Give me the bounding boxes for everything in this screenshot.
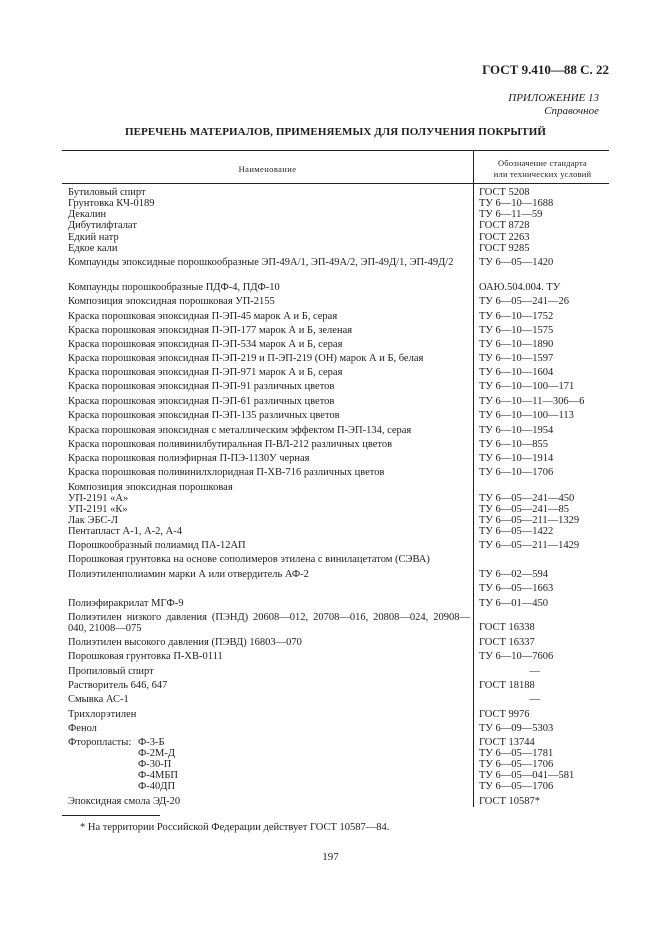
material-name: Эпоксидная смола ЭД-20 bbox=[68, 796, 181, 807]
material-name: Ф-2М-Д bbox=[138, 748, 176, 759]
standard-designation: — bbox=[529, 666, 540, 677]
standard-designation: ОАЮ.504.004. ТУ bbox=[479, 282, 561, 293]
standard-designation: ТУ 6—10—1954 bbox=[479, 425, 554, 436]
material-name: Краска порошковая эпоксидная П-ЭП-135 различных цветов bbox=[68, 410, 340, 421]
standard-designation: ТУ 6—01—450 bbox=[479, 598, 548, 609]
standard-designation: — bbox=[529, 694, 540, 705]
standard-designation: ТУ 6—10—11—306—6 bbox=[479, 396, 585, 407]
standard-designation: ТУ 6—10—855 bbox=[479, 439, 548, 450]
material-name: Краска порошковая эпоксидная П-ЭП-45 марок А и Б, серая bbox=[68, 311, 338, 322]
standard-designation: ГОСТ 9285 bbox=[479, 243, 530, 254]
material-name: Трихлорэтилен bbox=[68, 709, 137, 720]
material-name: Краска порошковая эпоксидная с металлическим эффектом П-ЭП-134, серая bbox=[68, 425, 412, 436]
appendix-kind: Справочное bbox=[544, 105, 599, 117]
document-code: ГОСТ 9.410—88 С. 22 bbox=[482, 62, 609, 77]
standard-designation: ТУ 6—05—041—581 bbox=[479, 770, 575, 781]
standard-designation: ГОСТ 2263 bbox=[479, 232, 530, 243]
material-name: Грунтовка КЧ-0189 bbox=[68, 198, 155, 209]
material-name: Порошковая грунтовка на основе сополимеров этилена с винилацетатом (СЭВА) bbox=[68, 554, 430, 565]
standard-designation: ТУ 6—02—594 bbox=[479, 569, 548, 580]
material-name: Ф-40ДП bbox=[138, 781, 176, 792]
column-header-standard-line-1: Обозначение стандарта bbox=[497, 158, 588, 168]
material-name: Полиэфиракрилат МГФ-9 bbox=[68, 598, 184, 609]
standard-designation: ТУ 6—05—1422 bbox=[479, 526, 554, 537]
footnote: * На территории Российской Федерации действует ГОСТ 10587—84. bbox=[80, 822, 390, 833]
material-name: Композиция эпоксидная порошковая bbox=[68, 482, 233, 493]
standard-designation: ТУ 6—05—211—1329 bbox=[479, 515, 580, 526]
appendix-label: ПРИЛОЖЕНИЕ 13 bbox=[508, 92, 599, 104]
standard-designation: ТУ 6—05—1781 bbox=[479, 748, 554, 759]
standard-designation: ГОСТ 9976 bbox=[479, 709, 530, 720]
table-column-divider bbox=[473, 150, 474, 807]
material-name: Краска порошковая эпоксидная П-ЭП-91 различных цветов bbox=[68, 381, 335, 392]
standard-designation: ТУ 6—05—241—85 bbox=[479, 504, 569, 515]
material-name: Краска порошковая эпоксидная П-ЭП-177 марок А и Б, зеленая bbox=[68, 325, 353, 336]
standard-designation: ТУ 6—10—1890 bbox=[479, 339, 554, 350]
column-header-standard bbox=[476, 158, 609, 180]
material-name: Едкий натр bbox=[68, 232, 119, 243]
material-name: Смывка АС-1 bbox=[68, 694, 129, 705]
standard-designation: ГОСТ 8728 bbox=[479, 220, 530, 231]
standard-designation: ТУ 6—05—1420 bbox=[479, 257, 554, 268]
standard-designation: ТУ 6—10—7606 bbox=[479, 651, 554, 662]
standard-designation: ТУ 6—05—1706 bbox=[479, 781, 554, 792]
material-name: Полиэтиленполиамин марки А или отвердитель АФ-2 bbox=[68, 569, 309, 580]
material-name: Фторопласты: bbox=[68, 737, 132, 748]
appendix-block bbox=[440, 92, 599, 118]
material-name: Ф-30-П bbox=[138, 759, 172, 770]
material-name: Краска порошковая эпоксидная П-ЭП-61 различных цветов bbox=[68, 396, 335, 407]
standard-designation: ТУ 6—10—1752 bbox=[479, 311, 554, 322]
material-name: Компаунды порошкообразные ПДФ-4, ПДФ-10 bbox=[68, 282, 280, 293]
material-name: Едкое кали bbox=[68, 243, 118, 254]
material-name: Декалин bbox=[68, 209, 107, 220]
material-name: Краска порошковая эпоксидная П-ЭП-971 марок А и Б, серая bbox=[68, 367, 343, 378]
material-name: Полиэтилен низкого давления (ПЭНД) 20608—012, 20708—016, 20808—024, 20908—040, 21008—075 bbox=[68, 612, 470, 634]
material-name: Компаунды эпоксидные порошкообразные ЭП-49А/1, ЭП-49А/2, ЭП-49Д/1, ЭП-49Д/2 bbox=[68, 257, 454, 268]
standard-designation: ТУ 6—05—1706 bbox=[479, 759, 554, 770]
standard-designation: ГОСТ 16337 bbox=[479, 637, 535, 648]
standard-designation: ТУ 6—10—1604 bbox=[479, 367, 554, 378]
material-name: Растворитель 646, 647 bbox=[68, 680, 168, 691]
standard-designation: ТУ 6—09—5303 bbox=[479, 723, 554, 734]
material-name: Краска порошковая поливинилбутиральная П-ВЛ-212 различных цветов bbox=[68, 439, 393, 450]
standard-designation: ТУ 6—05—241—450 bbox=[479, 493, 575, 504]
material-name: Полиэтилен высокого давления (ПЭВД) 16803—070 bbox=[68, 637, 302, 648]
page-title: ПЕРЕЧЕНЬ МАТЕРИАЛОВ, ПРИМЕНЯЕМЫХ ДЛЯ ПОЛУЧЕНИЯ ПОКРЫТИЙ bbox=[124, 126, 547, 138]
material-name: Краска порошковая поливинилхлоридная П-ХВ-716 различных цветов bbox=[68, 467, 385, 478]
material-name: Ф-3-Б bbox=[138, 737, 165, 748]
standard-designation: ТУ 6—10—1706 bbox=[479, 467, 554, 478]
standard-designation: ТУ 6—11—59 bbox=[479, 209, 543, 220]
standard-designation: ТУ 6—05—211—1429 bbox=[479, 540, 580, 551]
material-name: Композиция эпоксидная порошковая УП-2155 bbox=[68, 296, 275, 307]
material-name: Краска порошковая эпоксидная П-ЭП-219 и П-ЭП-219 (ОН) марок А и Б, белая bbox=[68, 353, 424, 364]
standard-designation: ГОСТ 13744 bbox=[479, 737, 535, 748]
table-header-rule bbox=[62, 183, 609, 184]
material-name: УП-2191 «А» bbox=[68, 493, 129, 504]
material-name: Порошковая грунтовка П-ХВ-0111 bbox=[68, 651, 223, 662]
material-name: Лак ЭБС-Л bbox=[68, 515, 119, 526]
standard-designation: ГОСТ 16338 bbox=[479, 622, 535, 633]
material-name: Пентапласт А-1, А-2, А-4 bbox=[68, 526, 182, 537]
standard-designation: ГОСТ 5208 bbox=[479, 187, 530, 198]
material-name: Дибутилфталат bbox=[68, 220, 137, 231]
material-name: Краска порошковая полиэфирная П-ПЭ-1130У черная bbox=[68, 453, 310, 464]
material-name: УП-2191 «К» bbox=[68, 504, 128, 515]
standard-designation: ТУ 6—10—1914 bbox=[479, 453, 554, 464]
standard-designation: ТУ 6—10—100—171 bbox=[479, 381, 575, 392]
standard-designation: ТУ 6—10—1597 bbox=[479, 353, 554, 364]
standard-designation: ГОСТ 18188 bbox=[479, 680, 535, 691]
standard-designation: ТУ 6—05—241—26 bbox=[479, 296, 569, 307]
page-number: 197 bbox=[322, 851, 339, 863]
material-name: Фенол bbox=[68, 723, 97, 734]
column-header-standard-line-2: или технических условий bbox=[493, 169, 592, 179]
standard-designation: ТУ 6—05—1663 bbox=[479, 583, 554, 594]
material-name: Порошкообразный полиамид ПА-12АП bbox=[68, 540, 246, 551]
material-name: Ф-4МБП bbox=[138, 770, 178, 781]
standard-designation: ГОСТ 10587* bbox=[479, 796, 541, 807]
table-top-rule bbox=[62, 150, 609, 151]
material-name: Краска порошковая эпоксидная П-ЭП-534 марок А и Б, серая bbox=[68, 339, 343, 350]
standard-designation: ТУ 6—10—1688 bbox=[479, 198, 554, 209]
footnote-rule bbox=[62, 815, 160, 816]
standard-designation: ТУ 6—10—100—113 bbox=[479, 410, 574, 421]
column-header-name: Наименование bbox=[238, 164, 297, 174]
standard-designation: ТУ 6—10—1575 bbox=[479, 325, 554, 336]
material-name: Бутиловый спирт bbox=[68, 187, 146, 198]
material-name: Пропиловый спирт bbox=[68, 666, 154, 677]
